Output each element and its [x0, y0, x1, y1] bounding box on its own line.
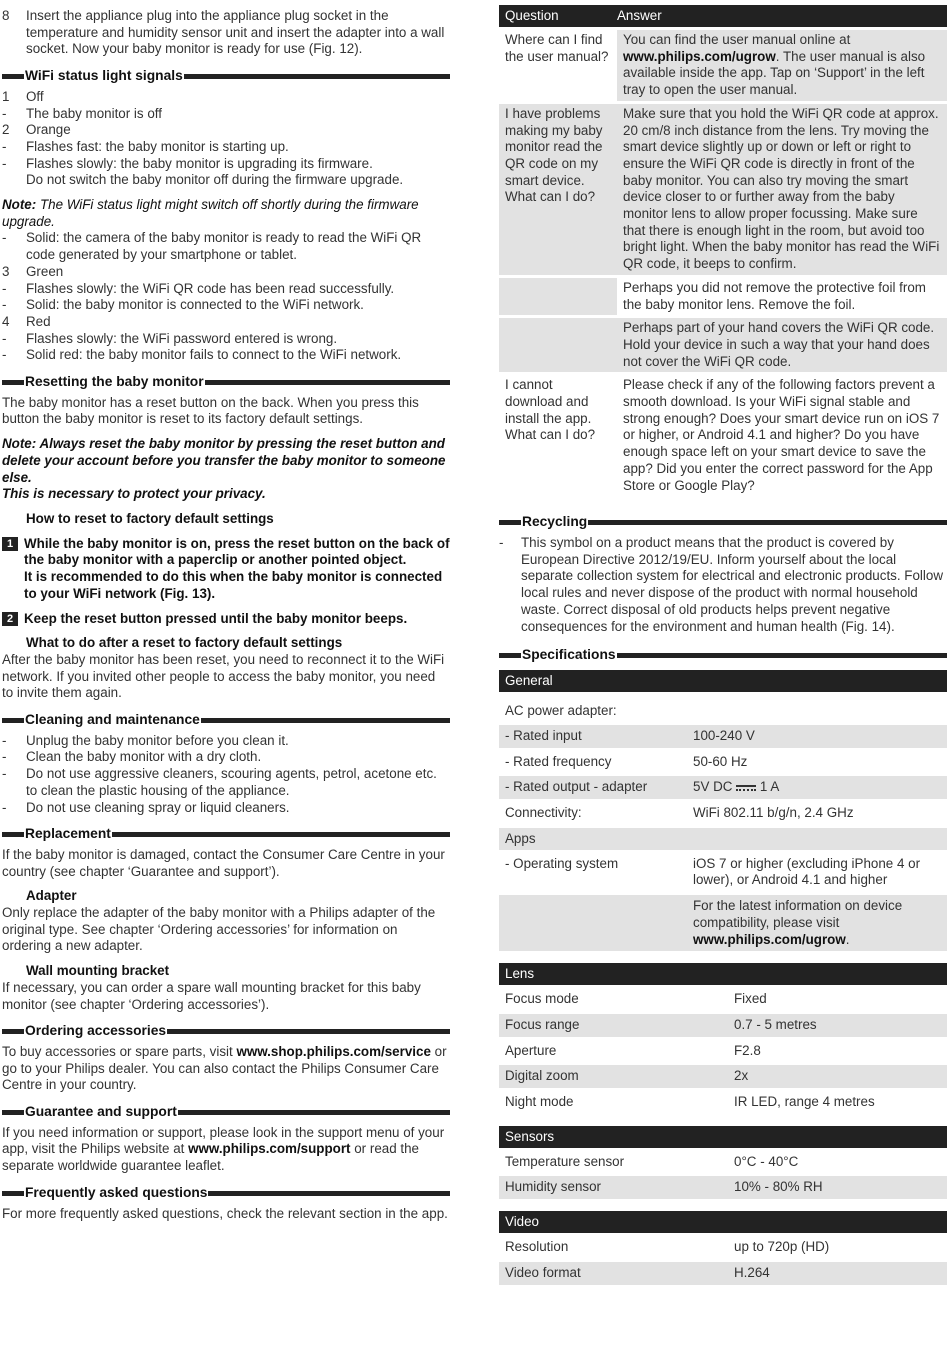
table-row: For the latest information on device compatibility, please visit www.philips.com/ugrow.	[499, 895, 947, 951]
table-row: Temperature sensor 0°C - 40°C	[505, 1153, 799, 1169]
section-heading-reset: Resetting the baby monitor	[2, 374, 450, 391]
col-question: Question	[505, 8, 559, 23]
section-heading-ordering: Ordering accessories	[2, 1023, 450, 1040]
table-row: Video format H.264	[499, 1262, 947, 1285]
table-row: - Rated frequency 50-60 Hz	[505, 753, 748, 769]
reset-note: Note: Always reset the baby monitor by pressing the reset button and delete your account before you transfer the baby monitor to someone else. This is necessary to protect your privacy.	[2, 436, 446, 502]
wall-text: If necessary, you can order a spare wall mounting bracket for this baby monitor (see chapter ‘Ordering accessories’).	[2, 979, 421, 1012]
table-row: Connectivity: WiFi 802.11 b/g/n, 2.4 GHz	[505, 805, 854, 821]
wall-heading: Wall mounting bracket	[26, 963, 170, 979]
table-row: Digital zoom 2x	[499, 1065, 947, 1088]
faq-text: For more frequently asked questions, check the relevant section in the app.	[2, 1205, 448, 1221]
list-item: 1 Off	[2, 88, 44, 104]
list-item: - The baby monitor is off	[2, 105, 162, 121]
step-8	[2, 8, 450, 58]
adapter-text: Only replace the adapter of the baby monitor with a Philips adapter of the original type. See chapter ‘Ordering accessories’ for information on ordering a new adapter.	[2, 905, 436, 954]
list-item: - Flashes slowly: the WiFi QR code has been read successfully.	[2, 280, 395, 296]
list-item: - Solid red: the baby monitor fails to connect to the WiFi network.	[2, 347, 402, 363]
step-badge: 2	[2, 612, 18, 626]
spec-lens-title: Lens	[499, 963, 947, 985]
spec-sensors-title: Sensors	[499, 1126, 947, 1148]
howto-step-1: 1 While the baby monitor is on, press the reset button on the back of the baby monitor with a paperclip or another pointed object. It is recommended to do this when the baby monitor is connected to your WiFi network (Fig. 13).	[2, 536, 450, 603]
cleaning-list	[2, 733, 450, 817]
list-item: 4 Red	[2, 313, 51, 329]
howto-heading: How to reset to factory default settings	[26, 510, 274, 526]
faq-table-header	[499, 5, 947, 27]
list-item: - Do not use cleaning spray or liquid cleaners.	[2, 799, 290, 815]
list-item: - Clean the baby monitor with a dry cloth.	[2, 749, 262, 765]
dc-symbol-icon	[736, 784, 756, 792]
section-heading-recycling: Recycling	[499, 514, 947, 531]
section-heading-guarantee: Guarantee and support	[2, 1104, 450, 1121]
section-heading-replacement: Replacement	[2, 826, 450, 843]
list-item: 2 Orange	[2, 122, 71, 138]
table-row: Humidity sensor 10% - 80% RH	[499, 1176, 947, 1199]
list-item: - Unplug the baby monitor before you clean it.	[2, 732, 289, 748]
reset-text: The baby monitor has a reset button on the back. When you press this button the baby monitor is reset to its factory default settings.	[2, 394, 419, 427]
table-row: Resolution up to 720p (HD)	[505, 1239, 830, 1255]
step-text: Insert the appliance plug into the appliance plug socket in the temperature and humidity sensor unit and insert the adapter into a wall socket. Now your baby monitor is ready for use (Fig. 12).	[26, 8, 445, 57]
table-row: Focus range 0.7 - 5 metres	[499, 1014, 947, 1037]
right-column	[499, 5, 947, 1285]
section-heading-faq: Frequently asked questions	[2, 1185, 450, 1202]
list-item: - Solid: the camera of the baby monitor is ready to read the WiFi QR code generated by your smartphone or tablet.	[2, 230, 422, 263]
list-item: 3 Green	[2, 263, 64, 279]
step-number: 8	[2, 8, 10, 23]
wifi-list-1	[2, 89, 450, 189]
list-item: - Solid: the baby monitor is connected to the WiFi network.	[2, 297, 364, 313]
faq-row: Where can I find the user manual? You can find the user manual online at www.philips.com/ugrow. The user manual is also available inside the app. Tap on ‘Support’ in the left tray to open the user manual.	[499, 30, 947, 101]
after-text: After the baby monitor has been reset, you need to reconnect it to the WiFi network. If you invited other people to access the baby monitor, you need to invite them again.	[2, 651, 445, 701]
faq-row: I cannot download and install the app. What can I do? Please check if any of the following factors prevent a smooth download. Is your WiFi signal stable and strong enough? Does your smart device run on iOS 7 or higher, or Android 4.1 and higher? Do you have enough space left on your smart device to save the app? Did you enter the correct password for the App Store or Google Play?	[505, 377, 940, 493]
howto-step-2: 2 Keep the reset button pressed until the baby monitor beeps.	[2, 611, 450, 628]
table-row: Night mode IR LED, range 4 metres	[505, 1094, 875, 1110]
faq-row: Perhaps part of your hand covers the WiFi QR code. Hold your device in such a way that your hand does not cover the WiFi QR code.	[499, 318, 947, 372]
list-item: - Flashes slowly: the baby monitor is upgrading its firmware.	[2, 155, 373, 171]
col-answer: Answer	[617, 8, 662, 23]
table-row: - Rated output - adapter 5V DC 1 A	[499, 776, 947, 799]
support-link[interactable]: www.philips.com/support	[188, 1141, 351, 1157]
list-item: - Do not use aggressive cleaners, scouring agents, petrol, acetone etc. to clean the plastic housing of the appliance.	[2, 766, 437, 798]
recycling-text: - This symbol on a product means that the product is covered by European Directive 2012/19/EU. Inform yourself about the local separate collection system for electrical and electronic products. Follow local rules and never dispose of the product with normal household waste. Correct disposal of old products helps prevent negative consequences for the environment and human health (Fig. 14).	[499, 534, 943, 634]
list-item: - Flashes fast: the baby monitor is starting up.	[2, 138, 289, 154]
spec-video-title: Video	[499, 1211, 947, 1233]
ordering-text: To buy accessories or spare parts, visit www.shop.philips.com/service or go to your Philips dealer. You can also contact the Philips Consumer Care Centre in your country.	[2, 1043, 447, 1093]
table-row: Focus mode Fixed	[505, 991, 767, 1007]
table-row: - Operating system iOS 7 or higher (excluding iPhone 4 or lower), or Android 4.1 and higher	[505, 855, 921, 888]
left-column	[2, 8, 450, 1222]
faq-row: Perhaps you did not remove the protective foil from the baby monitor lens. Remove the foil.	[499, 278, 947, 315]
section-heading-wifi: WiFi status light signals	[2, 68, 450, 85]
ugrow-link[interactable]: www.philips.com/ugrow	[623, 48, 776, 64]
table-row: - Rated input 100-240 V	[499, 725, 947, 748]
guarantee-text: If you need information or support, please look in the support menu of your app, visit the Philips website at www.philips.com/support or read the separate worldwide guarantee leaflet.	[2, 1124, 445, 1174]
section-heading-specifications: Specifications	[499, 647, 947, 664]
spec-general-title: General	[499, 670, 947, 692]
wifi-list-2	[2, 230, 450, 364]
table-row: Apps	[499, 828, 947, 850]
table-row: Aperture F2.8	[505, 1042, 761, 1058]
adapter-heading: Adapter	[26, 888, 77, 904]
section-heading-cleaning: Cleaning and maintenance	[2, 712, 450, 729]
firmware-warning: Do not switch the baby monitor off during the firmware upgrade.	[26, 172, 404, 188]
list-item: - Flashes slowly: the WiFi password entered is wrong.	[2, 330, 338, 346]
step-badge: 1	[2, 537, 18, 551]
table-row: AC power adapter:	[505, 702, 617, 718]
replacement-text: If the baby monitor is damaged, contact the Consumer Care Centre in your country (see chapter ‘Guarantee and support’).	[2, 846, 445, 879]
shop-link[interactable]: www.shop.philips.com/service	[236, 1043, 431, 1059]
faq-row: I have problems making my baby monitor read the QR code on my smart device. What can I do? Make sure that you hold the WiFi QR code at approx. 20 cm/8 inch distance from the lens. Try moving the smart device slightly up or down or left or right to ensure the WiFi QR code is directly in front of the baby monitor. You can also try moving the smart device closer to or further away from the baby monitor lens to allow proper focussing. Make sure that there is enough light in the room, but avoid too bright light. When the baby monitor has read the WiFi QR code, it beeps to confirm.	[499, 104, 947, 275]
compatibility-link[interactable]: www.philips.com/ugrow	[693, 931, 846, 947]
wifi-note: Note: The WiFi status light might switch off shortly during the firmware upgrade.	[2, 197, 419, 229]
after-heading: What to do after a reset to factory default settings	[26, 635, 343, 651]
